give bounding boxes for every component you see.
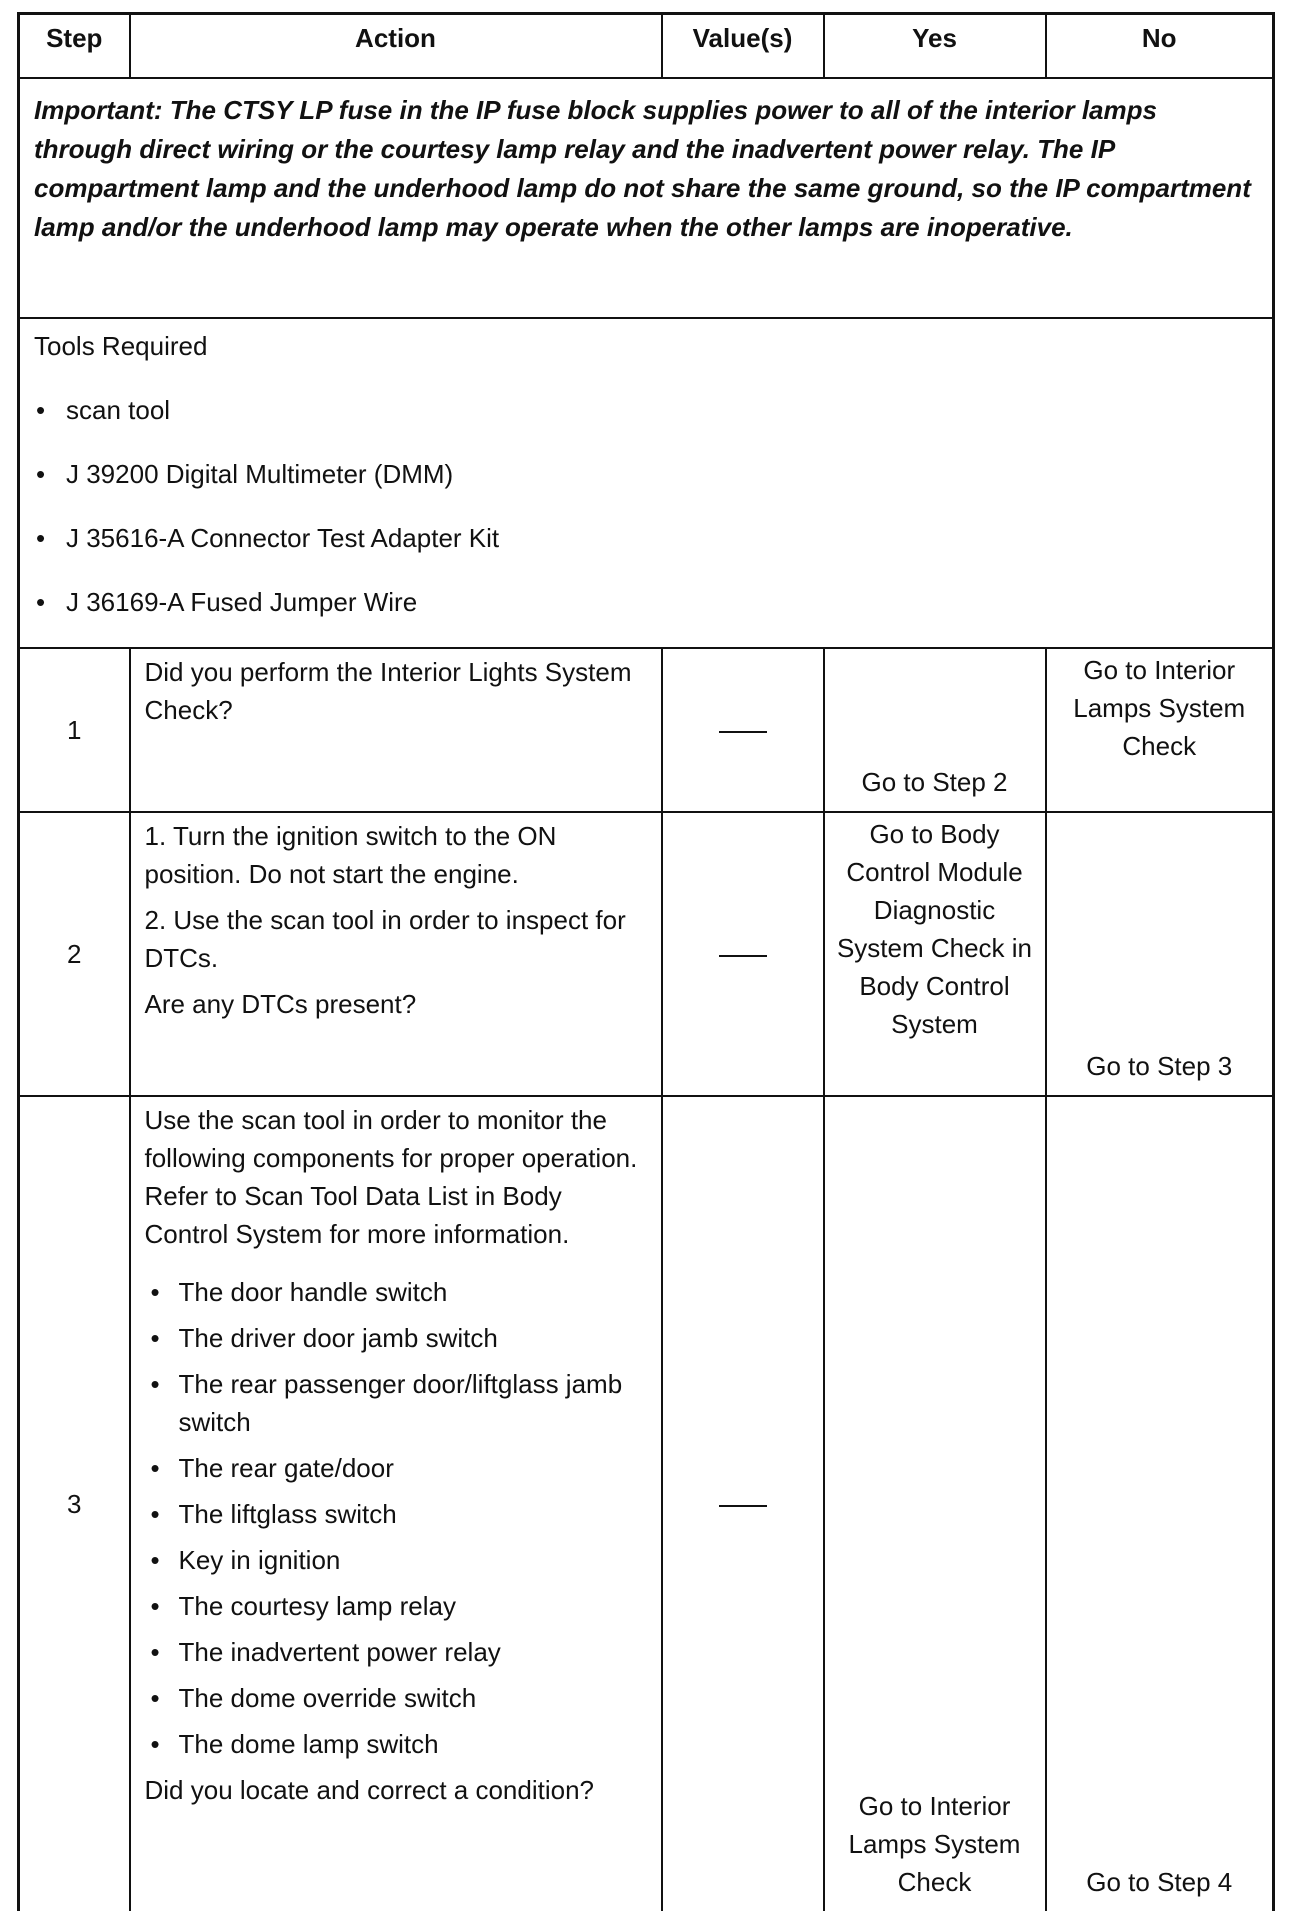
bullet-icon: •: [150, 1729, 160, 1759]
bullet-icon: •: [150, 1545, 160, 1575]
tools-list: [34, 391, 1258, 621]
step-yes: Go to Step 2: [824, 648, 1046, 812]
step-number: 1: [19, 648, 130, 812]
bullet-icon: •: [150, 1683, 160, 1713]
step-number: 3: [19, 1096, 130, 1911]
bullet-icon: •: [36, 459, 46, 489]
numbered-list: [145, 817, 647, 977]
step-no: Go to Step 4: [1046, 1096, 1274, 1911]
tools-row: [19, 318, 1274, 648]
step-no: Go to Step 3: [1046, 812, 1274, 1096]
header-step: Step: [19, 14, 130, 79]
step-row-2: [19, 812, 1274, 1096]
header-values: Value(s): [662, 14, 824, 79]
tools-title: Tools Required: [34, 331, 208, 361]
step-yes: Go to Interior Lamps System Check: [824, 1096, 1046, 1911]
bullet-icon: •: [150, 1499, 160, 1529]
dash-icon: [719, 731, 767, 733]
step-row-3: [19, 1096, 1274, 1911]
bullet-icon: •: [150, 1453, 160, 1483]
step-action: Did you perform the Interior Lights System Check?: [130, 648, 662, 812]
bullet-icon: •: [150, 1323, 160, 1353]
list-item: • The rear gate/door: [145, 1449, 647, 1487]
list-item: • The courtesy lamp relay: [145, 1587, 647, 1625]
important-note: Important: The CTSY LP fuse in the IP fuse block supplies power to all of the interior lamps through direct wiring or the courtesy lamp relay and the inadvertent power relay. The IP compartment lamp and the underhood lamp do not share the same ground, so the IP compartment lamp and/or the underhood lamp may operate when the other lamps are inoperative.: [19, 78, 1274, 318]
step-question: Are any DTCs present?: [144, 989, 417, 1019]
dash-icon: [719, 1505, 767, 1507]
step-yes: Go to Body Control Module Diagnostic System Check in Body Control System: [824, 812, 1046, 1096]
tool-item: • J 36169-A Fused Jumper Wire: [34, 583, 1258, 621]
list-item: • The dome override switch: [145, 1679, 647, 1717]
bullet-icon: •: [150, 1369, 160, 1399]
list-item: • Key in ignition: [145, 1541, 647, 1579]
list-item: 2. Use the scan tool in order to inspect for DTCs.: [144, 905, 626, 973]
bullet-icon: •: [150, 1591, 160, 1621]
step-question: Did you locate and correct a condition?: [144, 1775, 594, 1805]
step-action: [130, 812, 662, 1096]
dash-icon: [719, 955, 767, 957]
step-value: [662, 812, 824, 1096]
component-list: [145, 1273, 647, 1763]
step-value: [662, 1096, 824, 1911]
bullet-icon: •: [150, 1637, 160, 1667]
list-item: 1. Turn the ignition switch to the ON position. Do not start the engine.: [144, 821, 557, 889]
list-item: • The liftglass switch: [145, 1495, 647, 1533]
header-row: [19, 14, 1274, 79]
header-yes: Yes: [824, 14, 1046, 79]
important-row: [19, 78, 1274, 318]
list-item: • The door handle switch: [145, 1273, 647, 1311]
step-number: 2: [19, 812, 130, 1096]
tools-required: [19, 318, 1274, 648]
step-intro: Use the scan tool in order to monitor the following components for proper operation. Refer to Scan Tool Data List in Body Control System for more information.: [144, 1105, 638, 1249]
list-item: • The rear passenger door/liftglass jamb switch: [145, 1365, 647, 1441]
header-no: No: [1046, 14, 1274, 79]
step-no: Go to Interior Lamps System Check: [1046, 648, 1274, 812]
step-row-1: [19, 648, 1274, 812]
bullet-icon: •: [36, 523, 46, 553]
diagnostic-table: [17, 12, 1275, 1911]
bullet-icon: •: [36, 587, 46, 617]
tool-item: • J 35616-A Connector Test Adapter Kit: [34, 519, 1258, 557]
list-item: • The inadvertent power relay: [145, 1633, 647, 1671]
bullet-icon: •: [36, 395, 46, 425]
step-value: [662, 648, 824, 812]
step-action: [130, 1096, 662, 1911]
tool-item: • J 39200 Digital Multimeter (DMM): [34, 455, 1258, 493]
list-item: • The dome lamp switch: [145, 1725, 647, 1763]
tool-item: • scan tool: [34, 391, 1258, 429]
list-item: • The driver door jamb switch: [145, 1319, 647, 1357]
bullet-icon: •: [150, 1277, 160, 1307]
header-action: Action: [130, 14, 662, 79]
